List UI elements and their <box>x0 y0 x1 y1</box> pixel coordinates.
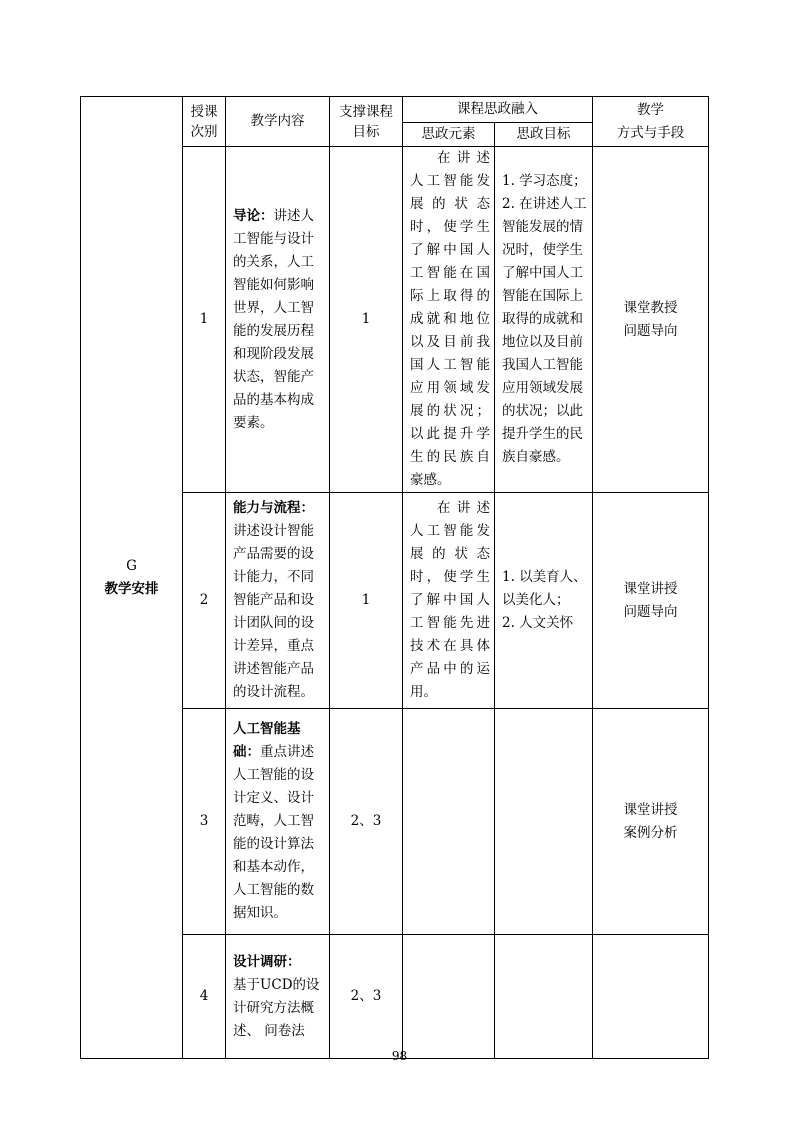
row-content <box>226 709 330 935</box>
header-session-text: 授课次别 <box>190 103 218 140</box>
row-content <box>226 147 330 493</box>
row-ideology-goal: 1. 以美育人、以美化人； 2. 人文关怀 <box>495 493 593 709</box>
method-line2: 问题导向 <box>623 603 678 620</box>
method-line2: 问题导向 <box>623 322 678 339</box>
row-session: 4 <box>183 935 226 1059</box>
section-letter: G <box>126 557 137 574</box>
method-line1: 课堂讲授 <box>623 801 678 818</box>
content-body: 讲述人工智能与设计的关系，人工智能如何影响世界，人工智能的发展历程和现阶段发展状态，智能产品的基本构成要素。 <box>233 207 314 431</box>
row-ideology-goal <box>495 935 593 1059</box>
section-title: 教学安排 <box>104 580 159 597</box>
row-method <box>593 935 709 1059</box>
row-session: 3 <box>183 709 226 935</box>
content-body: 重点讲述人工智能的设计定义、设计范畴，人工智能的设计算法和基本动作，人工智能的数据知识。 <box>233 744 314 921</box>
header-method-line1: 教学 <box>637 101 664 118</box>
row-objective: 1 <box>330 493 403 709</box>
header-ideology-goal: 思政目标 <box>495 123 593 147</box>
section-label-cell <box>81 97 183 1059</box>
row-ideology-goal: 1. 学习态度； 2. 在讲述人工智能发展的情况时，使学生了解中国人工智能在国际上取得的成就和地位以及目前我国人工智能应用领域发展的状况；以此提升学生的民族自豪感。 <box>495 147 593 493</box>
method-line2: 案例分析 <box>623 824 678 841</box>
header-method <box>593 97 709 147</box>
header-ideology-group: 课程思政融入 <box>403 97 593 123</box>
teaching-schedule-table <box>80 96 709 1059</box>
row-objective: 2、3 <box>330 935 403 1059</box>
header-objective <box>330 97 403 147</box>
method-line1: 课堂教授 <box>623 299 678 316</box>
header-objective-text: 支撑课程目标 <box>339 103 393 140</box>
row-objective: 1 <box>330 147 403 493</box>
row-method <box>593 709 709 935</box>
header-method-line2: 方式与手段 <box>616 124 685 141</box>
row-ideology-goal <box>495 709 593 935</box>
row-session: 1 <box>183 147 226 493</box>
header-content: 教学内容 <box>226 97 330 147</box>
header-ideology-element: 思政元素 <box>403 123 495 147</box>
row-ideology-element: 在讲述人工智能发展的状态时，使学生了解中国人工智能先进技术在具体产品中的运用。 <box>403 493 495 709</box>
row-session: 2 <box>183 493 226 709</box>
row-method <box>593 147 709 493</box>
content-title: 人工智能基础： <box>233 721 301 760</box>
row-content <box>226 935 330 1059</box>
method-line1: 课堂讲授 <box>623 580 678 597</box>
row-objective: 2、3 <box>330 709 403 935</box>
content-title: 设计调研： <box>233 953 301 970</box>
content-body: 基于UCD的设计研究方法概述、 问卷法 <box>233 976 320 1039</box>
row-ideology-element <box>403 935 495 1059</box>
content-title: 导论： <box>233 207 274 224</box>
row-content <box>226 493 330 709</box>
row-ideology-element <box>403 709 495 935</box>
header-session <box>183 97 226 147</box>
row-ideology-element: 在讲述人工智能发展的状态时，使学生了解中国人工智能在国际上取得的成就和地位以及目前我国人工智能应用领域发展的状况；以此提升学生的民族自豪感。 <box>403 147 495 493</box>
content-body: 讲述设计智能产品需要的设计能力，不同智能产品和设计团队间的设计差异，重点讲述智能产品的设计流程。 <box>233 523 314 700</box>
row-method <box>593 493 709 709</box>
page-number: 98 <box>391 1049 408 1063</box>
content-title: 能力与流程： <box>233 500 314 516</box>
